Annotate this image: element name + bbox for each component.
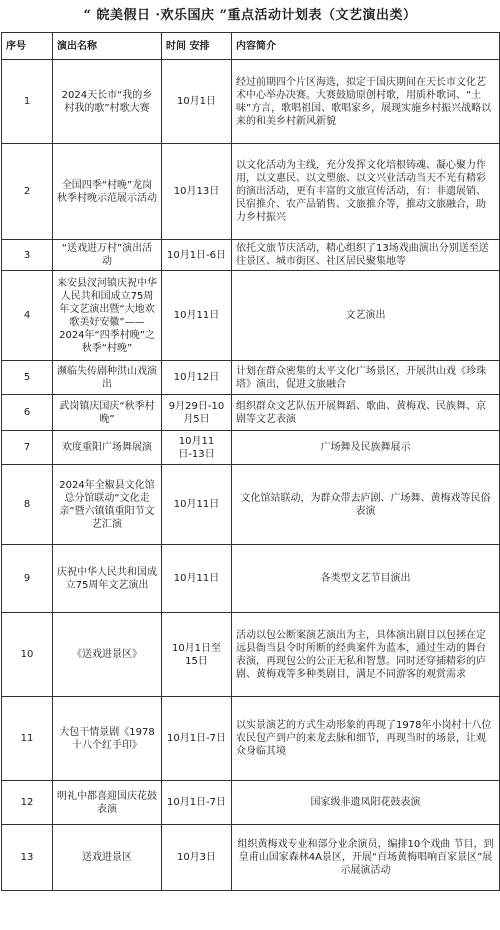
- row-no: 2: [2, 144, 53, 240]
- row-content: 计划在群众密集的太平文化广场景区，开展洪山戏《珍珠塔》演出，促进文旅融合: [232, 361, 500, 395]
- row-content: 广场舞及民族舞展示: [232, 431, 500, 465]
- row-name: 2024年全椒县文化馆总分馆联动“文化走亲”暨六镇镇重阳节文艺汇演: [53, 465, 162, 545]
- header-content: 内容简介: [232, 33, 500, 60]
- row-name: 全国四季“村晚”龙岗秋季村晚示范展示活动: [53, 144, 162, 240]
- row-name: 送戏进景区: [53, 825, 162, 891]
- row-name: 2024天长市“我的乡村我的歌”村歌大赛: [53, 60, 162, 144]
- table-header-row: [2, 33, 500, 60]
- row-time: 10月3日: [162, 825, 232, 891]
- row-content: 经过前期四个片区海选，拟定于国庆期间在天长市文化艺术中心举办决赛。大赛鼓励原创村歌，用质朴歌词、“土味”方言，歌唱祖国、歌唱家乡，展现实施乡村振兴战略以来的和美乡村新风新貌: [232, 60, 500, 144]
- row-name: 武岗镇庆国庆“秋季村晚”: [53, 395, 162, 431]
- row-name: 来安县汊河镇庆祝中华人民共和国成立75周年文艺演出暨“大地欢歌美好安徽”——2024年“四季村晚”之秋季“村晚”: [53, 271, 162, 361]
- row-content: 文艺演出: [232, 271, 500, 361]
- row-no: 3: [2, 240, 53, 271]
- row-time: 10月11日: [162, 271, 232, 361]
- table-row: [2, 545, 500, 613]
- row-time: 10月1日至15日: [162, 613, 232, 697]
- row-name: 欢度重阳广场舞展演: [53, 431, 162, 465]
- row-no: 1: [2, 60, 53, 144]
- header-no: 序号: [2, 33, 53, 60]
- row-no: 9: [2, 545, 53, 613]
- row-time: 10月1日-7日: [162, 781, 232, 825]
- row-name: 《送戏进景区》: [53, 613, 162, 697]
- row-time: 10月11日-13日: [162, 431, 232, 465]
- row-time: 10月1日: [162, 60, 232, 144]
- table-row: [2, 781, 500, 825]
- row-time: 10月13日: [162, 144, 232, 240]
- row-content: 各类型文艺节目演出: [232, 545, 500, 613]
- row-content: 活动以包公断案演艺演出为主，具体演出剧目以包拯在定远县衙当县令时所断的经典案件为蓝本，通过生动的舞台表演，再现包公的公正无私和智慧。同时还穿插精彩的庐剧、黄梅戏等多种类剧目，满足不同游客的观赏需求: [232, 613, 500, 697]
- row-name: 明礼中都喜迎国庆花鼓表演: [53, 781, 162, 825]
- row-no: 10: [2, 613, 53, 697]
- row-no: 7: [2, 431, 53, 465]
- table-row: [2, 697, 500, 781]
- row-content: 文化馆站联动，为群众带去庐剧、广场舞、黄梅戏等民俗表演: [232, 465, 500, 545]
- header-name: 演出名称: [53, 33, 162, 60]
- table-row: [2, 60, 500, 144]
- row-time: 9月29日-10月5日: [162, 395, 232, 431]
- row-time: 10月1日-7日: [162, 697, 232, 781]
- row-content: 组织群众文艺队伍开展舞蹈、歌曲、黄梅戏、民族舞、京剧等文艺表演: [232, 395, 500, 431]
- table-row: [2, 465, 500, 545]
- table-row: [2, 431, 500, 465]
- row-name: 大包干情景剧《1978十八个红手印》: [53, 697, 162, 781]
- row-no: 12: [2, 781, 53, 825]
- row-content: 国家级非遗凤阳花鼓表演: [232, 781, 500, 825]
- row-content: 依托文旅节庆活动，精心组织了13场戏曲演出分别送至送往景区、城市街区、社区居民聚集地等: [232, 240, 500, 271]
- row-no: 5: [2, 361, 53, 395]
- row-time: 10月11日: [162, 465, 232, 545]
- row-content: 以实景演艺的方式生动形象的再现了1978年小岗村十八位农民包产到户的来龙去脉和细节，再现当时的场景，让观众身临其境: [232, 697, 500, 781]
- row-time: 10月1日-6日: [162, 240, 232, 271]
- row-content: 以文化活动为主线，充分发挥文化培根铸魂、凝心聚力作用，以文惠民、以文塑旅、以文兴业活动当天不光有精彩的演出活动，更有丰富的文旅宣传活动，有：非遗展销、民宿推介、农产品销售、文旅推介等，推动文旅融合，助力乡村振兴: [232, 144, 500, 240]
- row-no: 8: [2, 465, 53, 545]
- table-row: [2, 144, 500, 240]
- document-title: “ 皖美假日 ·欢乐国庆 ”重点活动计划表（文艺演出类）: [83, 8, 417, 23]
- table-row: [2, 361, 500, 395]
- row-no: 4: [2, 271, 53, 361]
- row-time: 10月12日: [162, 361, 232, 395]
- row-name: “送戏进万村”演出活动: [53, 240, 162, 271]
- row-content: 组织黄梅戏专业和部分业余演员，编排10个戏曲 节目，到皇甫山国家森林4A景区，开展“百场黄梅唱响百家景区”展示展演活动: [232, 825, 500, 891]
- table-row: [2, 395, 500, 431]
- row-no: 13: [2, 825, 53, 891]
- row-no: 11: [2, 697, 53, 781]
- row-time: 10月11日: [162, 545, 232, 613]
- table-row: [2, 613, 500, 697]
- table-row: [2, 825, 500, 891]
- row-no: 6: [2, 395, 53, 431]
- table-row: [2, 240, 500, 271]
- row-name: 庆祝中华人民共和国成立75周年文艺演出: [53, 545, 162, 613]
- table-row: [2, 271, 500, 361]
- activity-table: [1, 32, 500, 891]
- row-name: 濒临失传剧种洪山戏演出: [53, 361, 162, 395]
- header-time: 时间 安排: [162, 33, 232, 60]
